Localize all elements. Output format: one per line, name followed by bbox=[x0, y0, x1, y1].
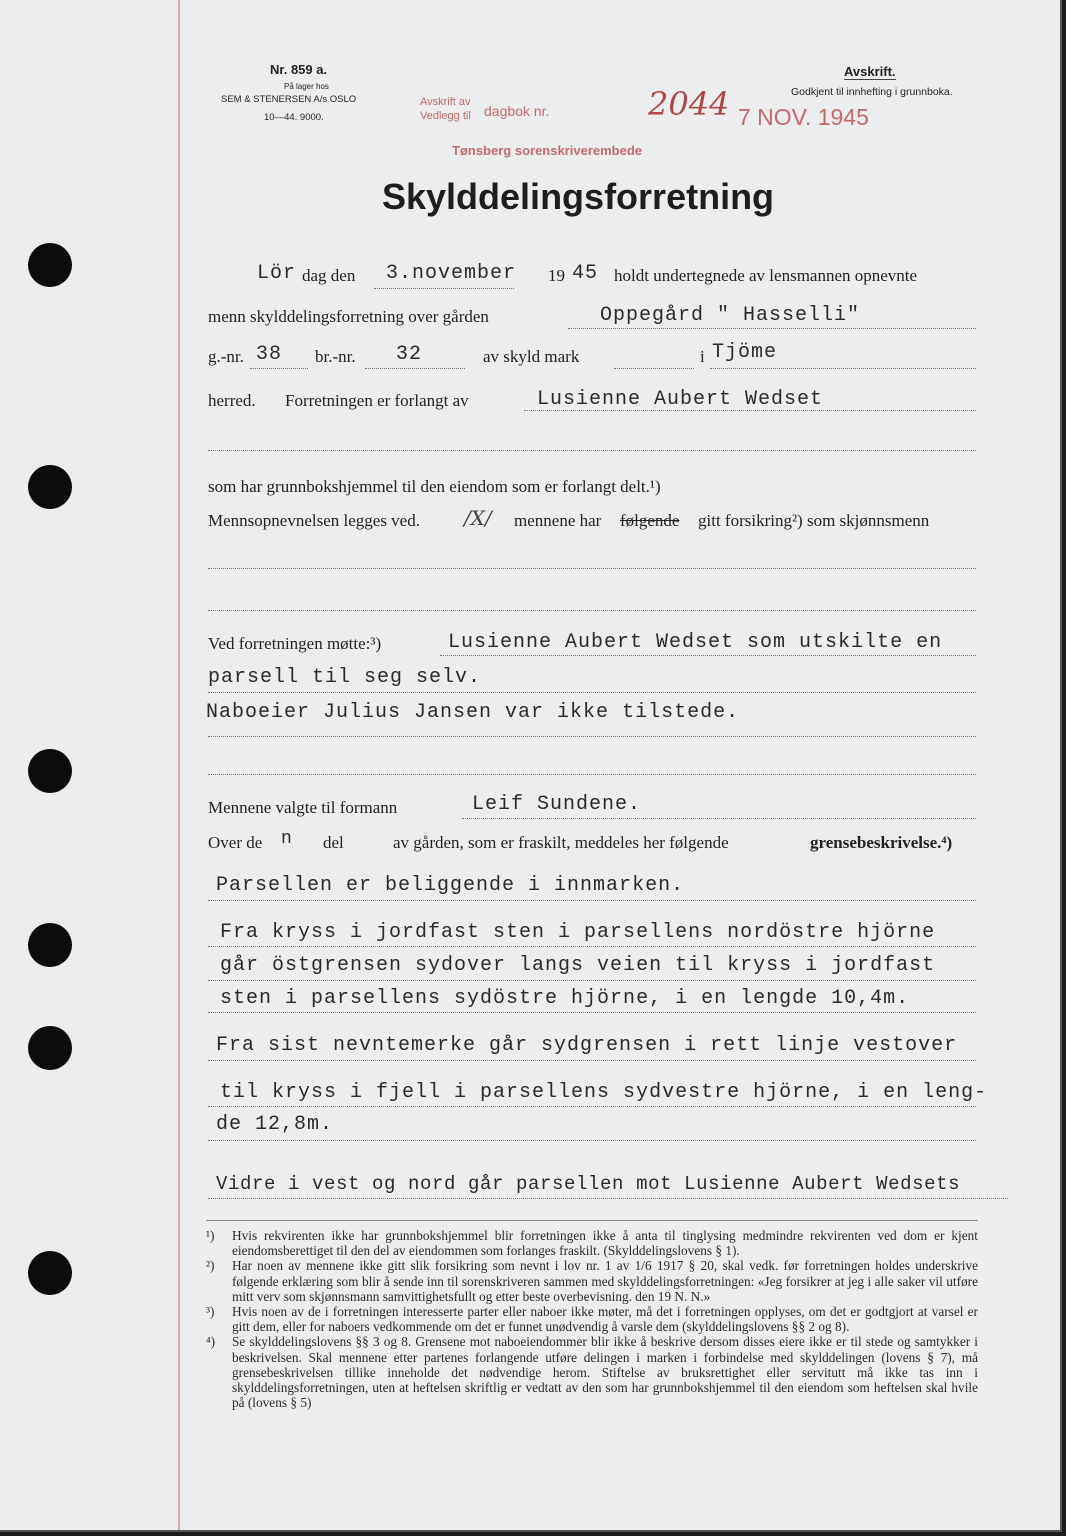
page-title: Skylddelingsforretning bbox=[382, 176, 775, 217]
skyld-label: av skyld mark bbox=[483, 347, 580, 366]
stamp-dagbok-number: 2044 bbox=[648, 85, 730, 123]
footnote-mark: ²) bbox=[206, 1258, 215, 1274]
footnote-text: Hvis noen av de i forretningen interesserte parter eller naboer ikke møter, må det i forretningen opplyses, om det er godtgjort at varsel er gitt dem, eller for naboers vedkommende om det er funnet unødvendig å varsle dem (skylddelingslovens §§ 2 og 8). bbox=[232, 1304, 978, 1335]
form-number: Nr. 859 a. bbox=[270, 62, 328, 77]
met-line: Naboeier Julius Jansen var ikke tilstede. bbox=[206, 701, 740, 724]
year-field: 45 bbox=[572, 262, 599, 285]
farm-field: Oppegård " Hasselli" bbox=[600, 304, 861, 327]
chair-field: Leif Sundene. bbox=[472, 793, 642, 816]
boundary-line: de 12,8m. bbox=[216, 1113, 334, 1136]
punch-hole bbox=[28, 923, 72, 967]
over-suffix: n bbox=[281, 829, 293, 849]
requested-field: Lusienne Aubert Wedset bbox=[537, 388, 824, 411]
i-label: i bbox=[700, 347, 705, 366]
gnr-label: g.-nr. bbox=[208, 347, 244, 366]
day-label: dag den bbox=[302, 266, 356, 285]
footnote-mark: ⁴) bbox=[206, 1334, 216, 1350]
punch-hole bbox=[28, 749, 72, 793]
boundary-line: Vidre i vest og nord går parsellen mot Lusienne Aubert Wedsets bbox=[216, 1173, 961, 1195]
footnote-text: Se skylddelingslovens §§ 3 og 8. Grensene mot naboeiendommer blir ikke å beskrive dersom disses eiere ikke er til stede og samtykker i beskrivelsen. Skal mennene etter partenes forlangende utføre delingen i marken i forbindelse med skylddelingen (lovens § 7), må grensebeskrivelsen tillike inneholde det nødvendige herom. Stiftelse av bruksrettighet eller servitutt må ikke tas inn i skylddelingsforretningen, uten at heftelsen skriftlig er vedtatt av den som har grunnbokshjemmel til den eiendom som heftelsen skal hvile på (lovens § 5) bbox=[232, 1334, 978, 1411]
copy-note: Godkjent til innhefting i grunnboka. bbox=[791, 86, 953, 98]
copy-title: Avskrift. bbox=[844, 64, 896, 79]
punch-hole bbox=[28, 465, 72, 509]
boundary-line: til kryss i fjell i parsellens sydvestre hjörne, i en leng- bbox=[220, 1081, 988, 1104]
over-text: av gården, som er fraskilt, meddeles her følgende bbox=[393, 833, 729, 852]
appoint-text: gitt forsikring²) som skjønnsmenn bbox=[698, 511, 930, 530]
stamp-label: Avskrift av bbox=[420, 96, 471, 108]
herred-field: Tjöme bbox=[712, 341, 778, 364]
met-line: Lusienne Aubert Wedset som utskilte en bbox=[448, 631, 943, 654]
stamp-label: Vedlegg til bbox=[420, 110, 471, 122]
met-line: parsell til seg selv. bbox=[208, 666, 482, 689]
date-field: 3.november bbox=[386, 262, 517, 285]
footnote bbox=[206, 1228, 978, 1258]
year-prefix: 19 bbox=[548, 266, 565, 285]
stamp-date: 7 NOV. 1945 bbox=[738, 104, 869, 130]
bnr-label: br.-nr. bbox=[315, 347, 356, 366]
boundary-line: sten i parsellens sydöstre hjörne, i en lengde 10,4m. bbox=[220, 987, 910, 1010]
punch-hole bbox=[28, 1026, 72, 1070]
grunnbok-text: som har grunnbokshjemmel til den eiendom som er forlangt delt.¹) bbox=[208, 477, 661, 496]
stamp-dagbok-label: dagbok nr. bbox=[484, 103, 550, 119]
chair-label: Mennene valgte til formann bbox=[208, 798, 398, 817]
footnote bbox=[206, 1304, 978, 1334]
footnote bbox=[206, 1258, 978, 1304]
printer-line: SEM & STENERSEN A/s OSLO bbox=[221, 94, 357, 105]
footnote-text: Hvis rekvirenten ikke har grunnbokshjemmel blir forretningen ikke å anta til tinglysing medmindre rekvirenten ved dom er kjent eiendomsberettiget til den del av eiendommen som forlanges fraskilt. (Skylddelingslovens § 1). bbox=[232, 1228, 978, 1259]
met-label: Ved forretningen møtte:³) bbox=[208, 634, 382, 653]
herred-label: herred. bbox=[208, 391, 256, 410]
handwritten-mark: /X/ bbox=[464, 506, 492, 530]
boundary-line: Parsellen er beliggende i innmarken. bbox=[216, 874, 685, 897]
punch-hole bbox=[28, 243, 72, 287]
footnote-mark: ¹) bbox=[206, 1228, 215, 1243]
footnote-divider bbox=[206, 1220, 978, 1221]
bnr-field: 32 bbox=[396, 343, 423, 366]
stamp-office: Tønsberg sorenskriverembede bbox=[452, 143, 643, 158]
printer-line: På lager hos bbox=[284, 82, 329, 91]
boundary-line: går östgrensen sydover langs veien til kryss i jordfast bbox=[220, 954, 936, 977]
footnote-text: Har noen av mennene ikke gitt slik forsikring som nevnt i lov nr. 1 av 1/6 1917 § 20, skal vedk. før forretningen holdes underskrive følgende erklæring som blir å sende inn til sorenskriveren sammen med skylddelingsforretningen: «Jeg forsikrer at jeg i alle saker vil utføre mitt verv som skjønnsmann samvittighetsfullt og etter beste overbevisning. den 19 N. N.» bbox=[232, 1258, 978, 1304]
appoint-text: mennene har bbox=[514, 511, 602, 530]
appoint-text: Mennsopnevnelsen legges ved. bbox=[208, 511, 420, 530]
farm-label: menn skylddelingsforretning over gården bbox=[208, 307, 489, 326]
intro-text: holdt undertegnede av lensmannen opnevnte bbox=[614, 266, 918, 285]
printer-line: 10—44. 9000. bbox=[264, 112, 324, 123]
boundary-line: Fra sist nevntemerke går sydgrensen i rett linje vestover bbox=[216, 1034, 958, 1057]
grense-label: grensebeskrivelse.⁴) bbox=[810, 833, 953, 852]
appoint-struck: følgende bbox=[620, 511, 680, 530]
day-prefix: Lör bbox=[257, 262, 297, 285]
footnote bbox=[206, 1334, 978, 1410]
boundary-line: Fra kryss i jordfast sten i parsellens nordöstre hjörne bbox=[220, 921, 936, 944]
margin-rule bbox=[178, 0, 180, 1530]
requested-label: Forretningen er forlangt av bbox=[285, 391, 469, 410]
footnote-mark: ³) bbox=[206, 1304, 215, 1320]
footnotes bbox=[206, 1228, 978, 1410]
over-label: Over de bbox=[208, 833, 263, 852]
del-label: del bbox=[323, 833, 344, 852]
gnr-field: 38 bbox=[256, 343, 283, 366]
punch-hole bbox=[28, 1251, 72, 1295]
